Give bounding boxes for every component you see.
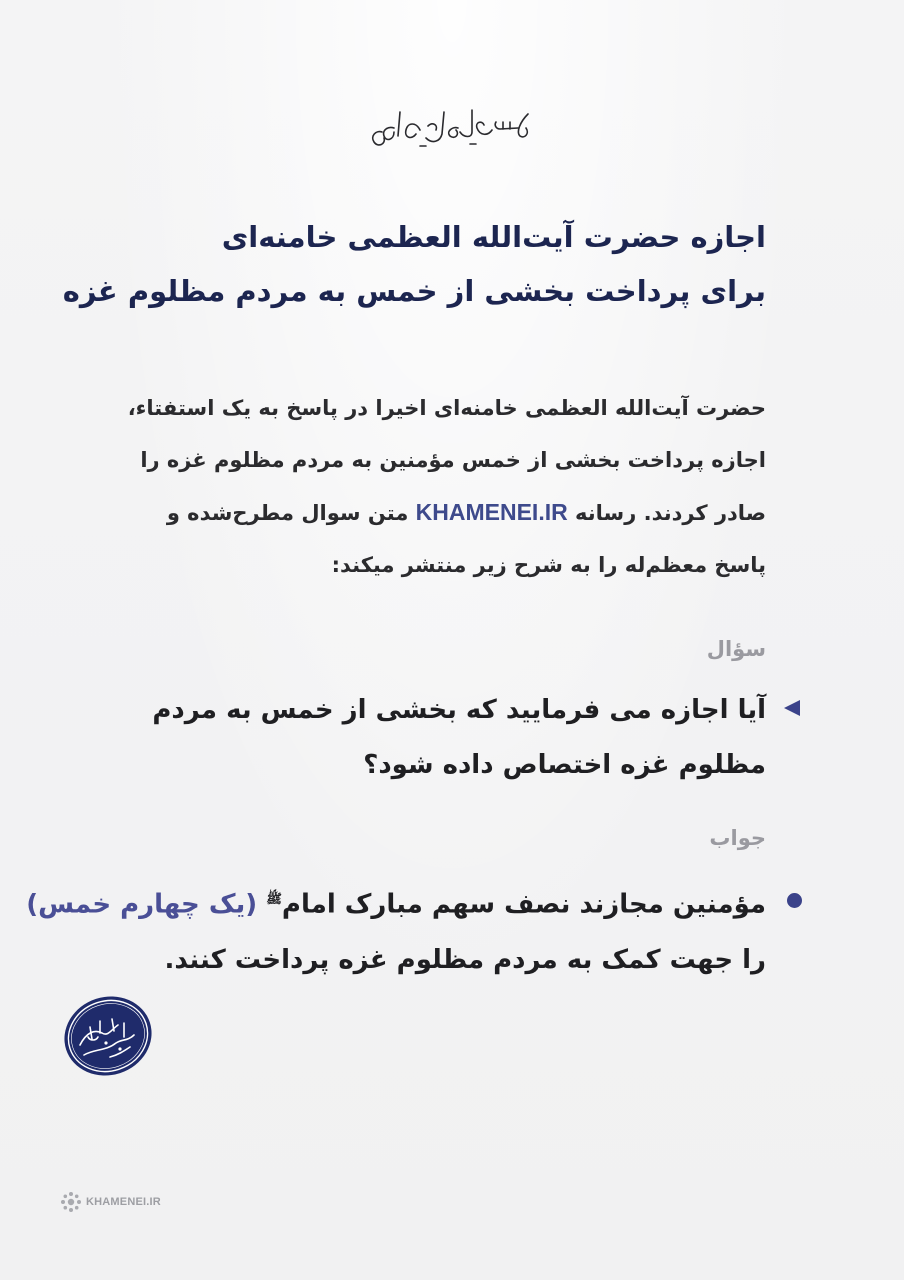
answer-line-2: را جهت کمک به مردم مظلوم غزه پرداخت کنند. [164,944,766,975]
intro-paragraph [126,382,766,591]
intro-line-2: اجازه پرداخت بخشی از خمس مؤمنین به مردم مظلوم غزه را [140,448,766,472]
answer-line-1 [26,872,766,933]
page-title [62,210,766,318]
title-line-1: اجازه حضرت آیت‌الله العظمی خامنه‌ای [221,220,766,254]
question-label: سؤال [706,637,766,661]
answer-label: جواب [709,826,766,850]
title-line-2: برای پرداخت بخشی از خمس به مردم مظلوم غزه [62,274,766,308]
signature-seal-icon [60,993,156,1079]
intro-line-3-after: متن سوال مطرح‌شده و [166,501,409,525]
bullet-dot-icon [787,893,802,908]
basmala-calligraphy [360,92,535,162]
footer-logo-text: KHAMENEI.IR [86,1196,161,1208]
question-text [126,683,766,793]
question-line-2: مظلوم غزه اختصاص داده شود؟ [363,750,766,780]
intro-line-3-before: صادر کردند. رسانه [575,501,766,525]
answer-highlight: (یک چهارم خمس) [26,889,258,920]
answer-text [26,872,766,988]
footer-site-logo [60,1191,180,1213]
honorific-glyph: ﷺ [266,892,282,907]
intro-line-3 [126,486,766,539]
question-line-1: آیا اجازه می فرمایید که بخشی از خمس به مردم [152,695,766,725]
intro-line-4: پاسخ معظم‌له را به شرح زیر منتشر میکند: [331,553,766,577]
site-logo-icon [60,1191,82,1213]
answer-line-1-before: مؤمنین مجازند نصف سهم مبارک امام [281,889,766,920]
triangle-pointer-icon [784,700,800,716]
intro-line-1: حضرت آیت‌الله العظمی خامنه‌ای اخیرا در پاسخ به یک استفتاء، [127,396,766,420]
site-name-text: KHAMENEI.IR [415,499,568,525]
